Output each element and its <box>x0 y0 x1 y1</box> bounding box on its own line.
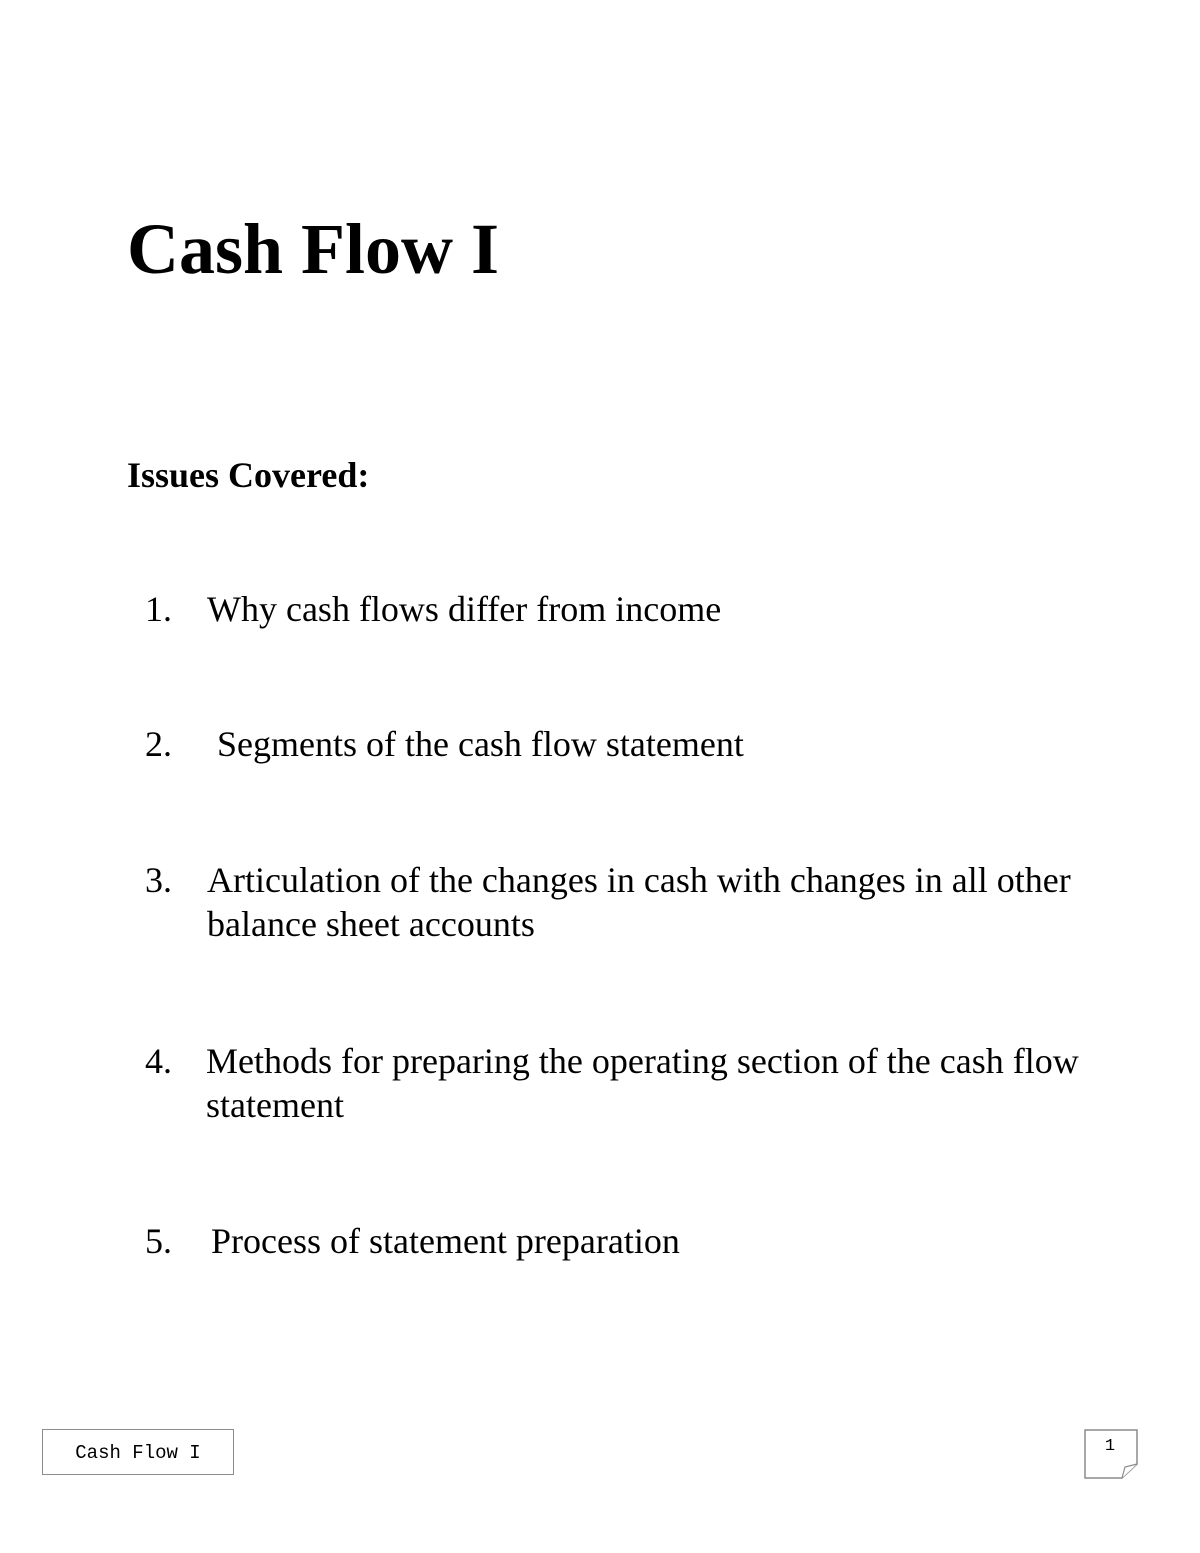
issue-text: Articulation of the changes in cash with changes in all other balance sheet accounts <box>207 860 1071 944</box>
issue-text: Why cash flows differ from income <box>207 589 722 629</box>
footer-label: Cash Flow I <box>42 1429 234 1475</box>
issue-number: 2. <box>145 724 172 764</box>
issue-text: Process of statement preparation <box>211 1221 680 1261</box>
issue-text: Segments of the cash flow statement <box>217 724 744 764</box>
issue-number: 3. <box>145 860 172 900</box>
page-title: Cash Flow I <box>127 209 500 289</box>
issue-number: 5. <box>145 1221 172 1261</box>
issue-number: 1. <box>145 589 172 629</box>
section-heading-issues-covered: Issues Covered: <box>127 455 370 495</box>
issue-number: 4. <box>145 1041 172 1081</box>
page-number: 1 <box>1104 1437 1116 1456</box>
page-number-box <box>1084 1429 1138 1479</box>
issue-text: Methods for preparing the operating section of the cash flow statement <box>206 1041 1079 1125</box>
